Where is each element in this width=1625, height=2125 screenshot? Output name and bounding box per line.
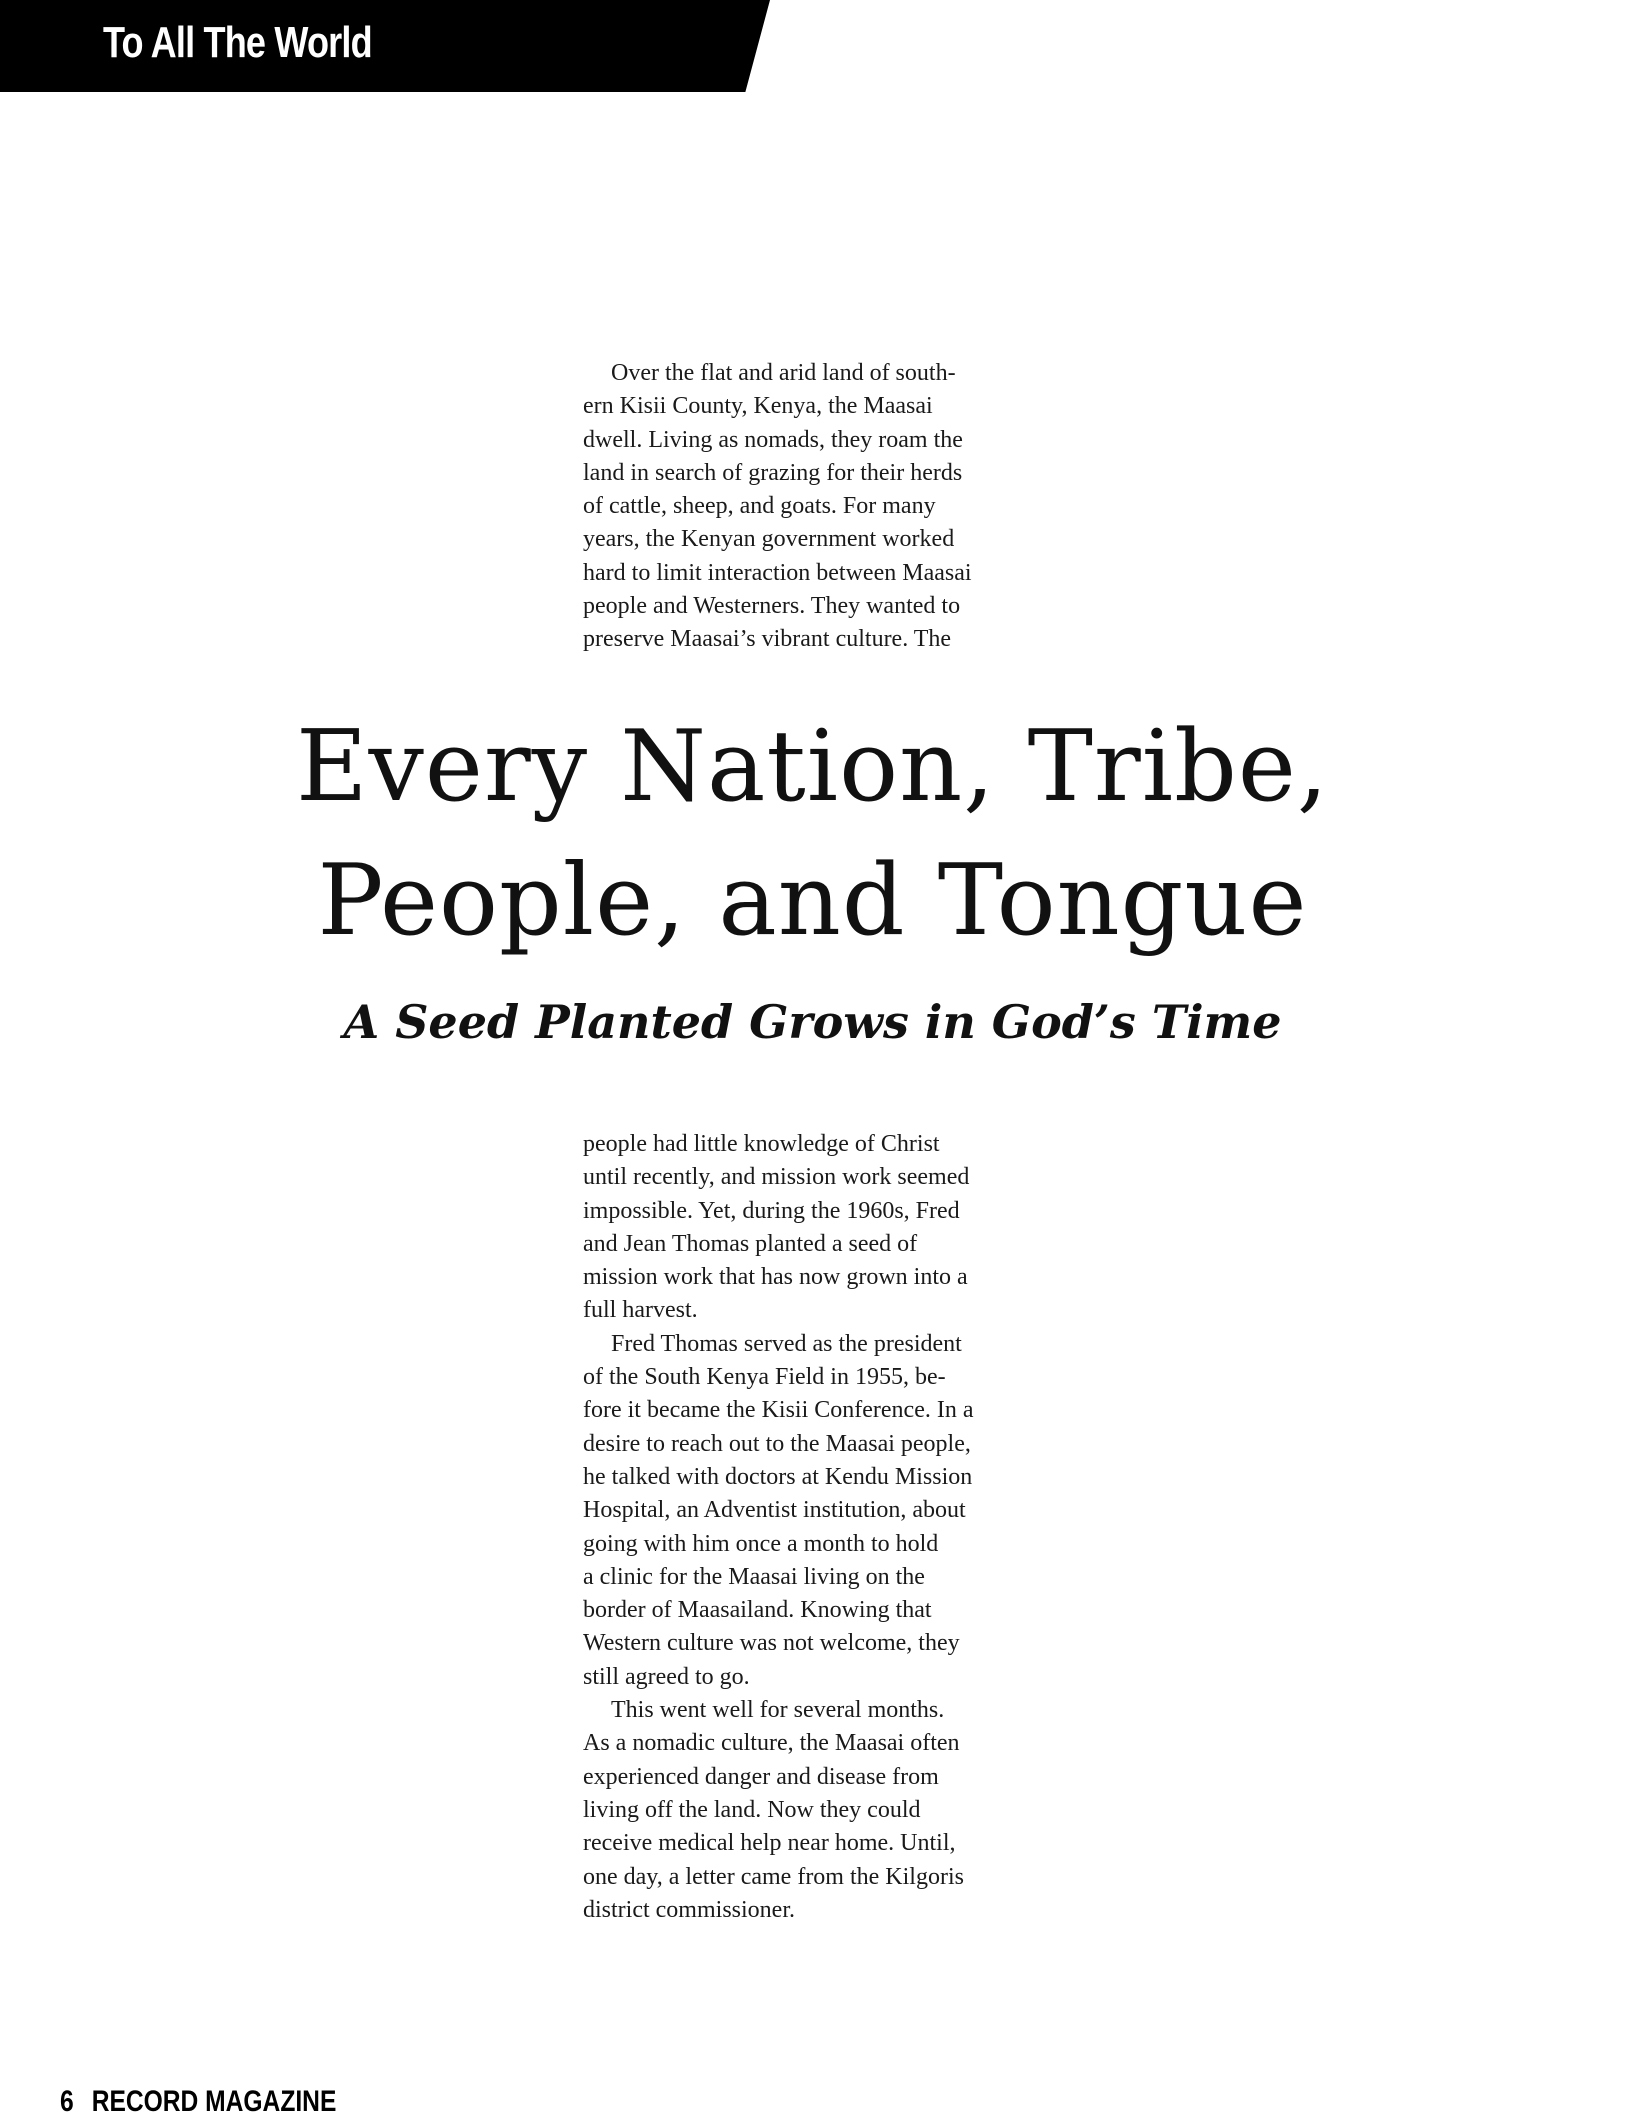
page-footer: [60, 2085, 336, 2119]
section-label: To All The World: [103, 18, 372, 67]
opening-paragraph: Over the flat and arid land of south- ern Kisii County, Kenya, the Maasai dwell. Living as nomads, they roam the land in search of grazing for their herds of cattle, sheep, and goats. For many years, the Kenyan government worked hard to limit interaction between Maasai people and Westerners. They wanted to preserve Maasai’s vibrant culture. The: [583, 360, 972, 653]
article-subheadline: A Seed Planted Grows in God’s Time: [343, 995, 1282, 1049]
article-headline: Every Nation, Tribe, People, and Tongue: [295, 710, 1330, 958]
page-number: 6: [60, 2085, 74, 2118]
body-paragraph: people had little knowledge of Christ until recently, and mission work seemed impossible. Yet, during the 1960s, Fred and Jean Thomas planted a seed of mission work that has now grown into a full harvest.: [583, 1131, 970, 1324]
publication-name: RECORD MAGAZINE: [91, 2085, 337, 2118]
body-paragraph: This went well for several months. As a nomadic culture, the Maasai often experienced danger and disease from living off the land. Now they could receive medical help near home. Until, one day, a letter came from the Kilgoris district commissioner.: [583, 1697, 964, 1923]
body-paragraph: Fred Thomas served as the president of the South Kenya Field in 1955, be- fore it became the Kisii Conference. In a desire to reach out to the Maasai people, he talked with doctors at Kendu Mission Hospital, an Adventist institution, about going with him once a month to hold a clinic for the Maasai living on the border of Maasailand. Knowing that Western culture was not welcome, they still agreed to go.: [583, 1330, 974, 1690]
article-column-top: [583, 357, 1053, 657]
article-column-bottom: [583, 1128, 1053, 1927]
